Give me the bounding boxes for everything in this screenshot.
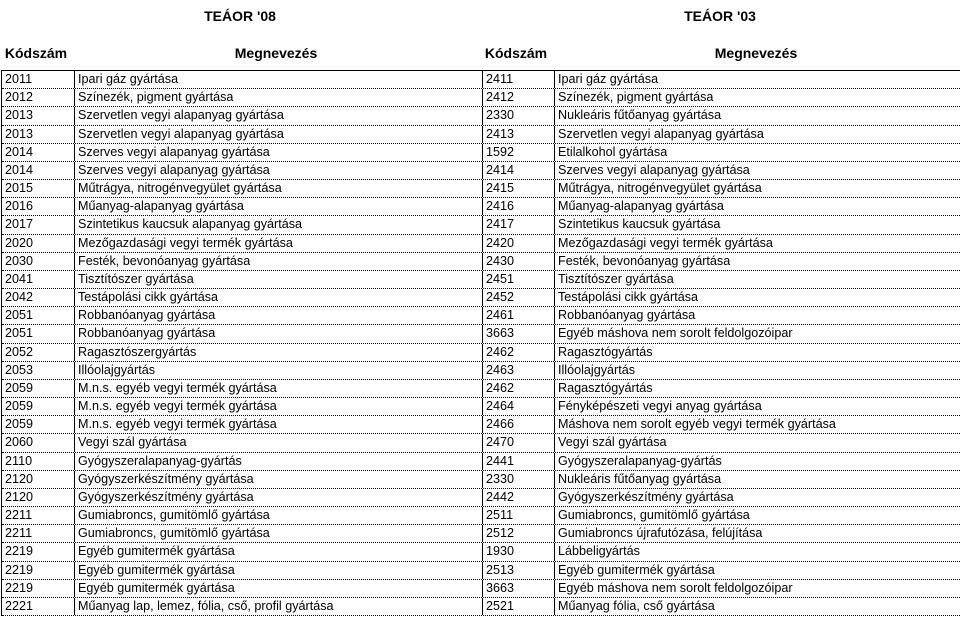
cell-code-03: 3663 [482, 580, 554, 597]
cell-name-03: Gumiabroncs, gumitömlő gyártása [554, 507, 960, 524]
cell-name-03: Színezék, pigment gyártása [554, 89, 960, 106]
cell-name-03: Illóolajgyártás [554, 362, 960, 379]
cell-code-08: 2020 [5, 235, 34, 250]
table-row [2, 453, 960, 471]
cell-code-08: 2211 [5, 508, 33, 523]
table-row [2, 198, 960, 216]
table-row [2, 543, 960, 561]
cell-name-03: Tisztítószer gyártása [554, 271, 960, 288]
cell-name-08: Szintetikus kaucsuk alapanyag gyártása [74, 216, 482, 233]
cell-code-03: 2430 [482, 253, 554, 270]
table-row [2, 126, 960, 144]
cell-code-03: 1592 [482, 144, 554, 161]
cell-name-03: Szervetlen vegyi alapanyag gyártása [554, 126, 960, 143]
cell-code-03: 2464 [482, 398, 554, 415]
cell-name-08: Szerves vegyi alapanyag gyártása [74, 162, 482, 179]
cell-name-08: Ipari gáz gyártása [74, 71, 482, 88]
table-row [2, 416, 960, 434]
cell-code-03: 2451 [482, 271, 554, 288]
table-row [2, 380, 960, 398]
cell-name-03: Szerves vegyi alapanyag gyártása [554, 162, 960, 179]
cell-name-03: Ragasztógyártás [554, 344, 960, 361]
cell-code-03: 2462 [482, 380, 554, 397]
table-row [2, 580, 960, 598]
cell-name-08: Mezőgazdasági vegyi termék gyártása [74, 235, 482, 252]
cell-code-03: 2462 [482, 344, 554, 361]
header-code-08: Kódszám [4, 45, 68, 61]
table-row [2, 362, 960, 380]
cell-name-08: M.n.s. egyéb vegyi termék gyártása [74, 398, 482, 415]
cell-code-08: 2041 [5, 271, 34, 286]
table-row [2, 89, 960, 107]
cell-code-08: 2014 [5, 162, 34, 177]
table-row [2, 471, 960, 489]
cell-name-08: Gumiabroncs, gumitömlő gyártása [74, 525, 482, 542]
cell-name-03: Robbanóanyag gyártása [554, 307, 960, 324]
cell-name-08: Gyógyszeralapanyag-gyártás [74, 453, 482, 470]
cell-code-03: 2415 [482, 180, 554, 197]
cell-name-08: Szervetlen vegyi alapanyag gyártása [74, 107, 482, 124]
cell-name-08: M.n.s. egyéb vegyi termék gyártása [74, 416, 482, 433]
cell-code-08: 2042 [5, 290, 34, 305]
cell-code-03: 2330 [482, 107, 554, 124]
cell-name-08: Testápolási cikk gyártása [74, 289, 482, 306]
cell-name-03: Műtrágya, nitrogénvegyület gyártása [554, 180, 960, 197]
cell-name-08: Robbanóanyag gyártása [74, 325, 482, 342]
cell-code-08: 2030 [5, 253, 34, 268]
cell-code-08: 2059 [5, 417, 34, 432]
table-row [2, 289, 960, 307]
cell-name-08: Gumiabroncs, gumitömlő gyártása [74, 507, 482, 524]
cell-name-08: Szerves vegyi alapanyag gyártása [74, 144, 482, 161]
cell-name-03: Egyéb máshova nem sorolt feldolgozóipar [554, 580, 960, 597]
cell-code-08: 2051 [5, 326, 34, 341]
cell-code-03: 2512 [482, 525, 554, 542]
cell-code-03: 2463 [482, 362, 554, 379]
cell-name-08: Műanyag lap, lemez, fólia, cső, profil gyártása [74, 598, 482, 615]
table-row [2, 235, 960, 253]
cell-code-08: 2221 [5, 598, 34, 613]
cell-name-08: Egyéb gumitermék gyártása [74, 580, 482, 597]
cell-name-08: Festék, bevonóanyag gyártása [74, 253, 482, 270]
cell-name-03: Festék, bevonóanyag gyártása [554, 253, 960, 270]
cell-code-03: 2511 [482, 507, 554, 524]
table-row [2, 144, 960, 162]
cell-name-03: Műanyag-alapanyag gyártása [554, 198, 960, 215]
cell-code-08: 2060 [5, 435, 34, 450]
table-row [2, 162, 960, 180]
cell-name-03: Mezőgazdasági vegyi termék gyártása [554, 235, 960, 252]
cell-name-03: Egyéb máshova nem sorolt feldolgozóipar [554, 325, 960, 342]
cell-code-08: 2013 [5, 126, 34, 141]
cell-code-08: 2012 [5, 90, 34, 105]
cell-code-03: 2411 [482, 71, 554, 88]
cell-name-03: Vegyi szál gyártása [554, 434, 960, 451]
cell-code-08: 2016 [5, 199, 34, 214]
cell-name-03: Etilalkohol gyártása [554, 144, 960, 161]
table-row [2, 434, 960, 452]
cell-name-03: Szintetikus kaucsuk gyártása [554, 216, 960, 233]
cell-code-08: 2219 [5, 562, 34, 577]
cell-code-03: 2466 [482, 416, 554, 433]
cell-code-08: 2053 [5, 362, 34, 377]
cell-name-08: Robbanóanyag gyártása [74, 307, 482, 324]
header-name-08: Megnevezés [234, 45, 318, 61]
table-row [2, 507, 960, 525]
cell-name-03: Nukleáris fűtőanyag gyártása [554, 471, 960, 488]
table-row [2, 271, 960, 289]
cell-code-03: 2442 [482, 489, 554, 506]
cell-name-08: M.n.s. egyéb vegyi termék gyártása [74, 380, 482, 397]
header-code-03: Kódszám [484, 45, 548, 61]
cell-code-03: 2417 [482, 216, 554, 233]
header-name-03: Megnevezés [714, 45, 798, 61]
cell-code-08: 2211 [5, 526, 33, 541]
cell-code-03: 2461 [482, 307, 554, 324]
cell-code-08: 2219 [5, 580, 34, 595]
cell-code-08: 2011 [5, 72, 33, 86]
cell-name-08: Műanyag-alapanyag gyártása [74, 198, 482, 215]
cell-name-08: Gyógyszerkészítmény gyártása [74, 489, 482, 506]
cell-code-08: 2219 [5, 544, 34, 559]
cell-code-03: 2452 [482, 289, 554, 306]
cell-name-03: Ipari gáz gyártása [554, 71, 960, 88]
cell-name-08: Ragasztószergyártás [74, 344, 482, 361]
cell-code-03: 2416 [482, 198, 554, 215]
cell-name-03: Fényképészeti vegyi anyag gyártása [554, 398, 960, 415]
table-row [2, 216, 960, 234]
cell-code-08: 2017 [5, 217, 34, 232]
header-group-teaor-03: TEÁOR '03 [684, 8, 756, 24]
cell-name-03: Gumiabroncs újrafutózása, felújítása [554, 525, 960, 542]
cell-code-03: 2330 [482, 471, 554, 488]
cell-code-03: 2441 [482, 453, 554, 470]
table-row [2, 398, 960, 416]
table-row [2, 107, 960, 125]
cell-name-08: Egyéb gumitermék gyártása [74, 543, 482, 560]
cell-name-08: Vegyi szál gyártása [74, 434, 482, 451]
cell-code-08: 2052 [5, 344, 34, 359]
table-row [2, 598, 960, 616]
table-row [2, 71, 960, 89]
table-row [2, 180, 960, 198]
table-row [2, 325, 960, 343]
cell-code-08: 2059 [5, 399, 34, 414]
cell-name-03: Lábbeligyártás [554, 543, 960, 560]
cell-name-03: Gyógyszeralapanyag-gyártás [554, 453, 960, 470]
table-row [2, 489, 960, 507]
cell-code-03: 1930 [482, 543, 554, 560]
table-row [2, 525, 960, 543]
table-body [1, 70, 960, 616]
cell-code-03: 2513 [482, 562, 554, 579]
table-row [2, 344, 960, 362]
cell-code-08: 2014 [5, 144, 34, 159]
cell-name-08: Tisztítószer gyártása [74, 271, 482, 288]
header-group-teaor-08: TEÁOR '08 [204, 8, 276, 24]
cell-name-08: Szervetlen vegyi alapanyag gyártása [74, 126, 482, 143]
table-row [2, 253, 960, 271]
cell-code-03: 2413 [482, 126, 554, 143]
cell-code-03: 3663 [482, 325, 554, 342]
cell-code-08: 2120 [5, 489, 34, 504]
cell-code-03: 2414 [482, 162, 554, 179]
cell-code-08: 2120 [5, 471, 34, 486]
cell-name-08: Színezék, pigment gyártása [74, 89, 482, 106]
cell-code-03: 2412 [482, 89, 554, 106]
cell-name-03: Testápolási cikk gyártása [554, 289, 960, 306]
cell-name-03: Ragasztógyártás [554, 380, 960, 397]
cell-code-08: 2015 [5, 181, 34, 196]
cell-code-03: 2470 [482, 434, 554, 451]
table-header [0, 0, 960, 77]
cell-code-03: 2420 [482, 235, 554, 252]
cell-name-03: Műanyag fólia, cső gyártása [554, 598, 960, 615]
cell-name-03: Egyéb gumitermék gyártása [554, 562, 960, 579]
cell-code-08: 2013 [5, 108, 34, 123]
cell-code-08: 2110 [5, 453, 33, 468]
cell-name-03: Máshova nem sorolt egyéb vegyi termék gyártása [554, 416, 960, 433]
cell-name-08: Illóolajgyártás [74, 362, 482, 379]
cell-code-08: 2059 [5, 380, 34, 395]
table-row [2, 562, 960, 580]
table-row [2, 307, 960, 325]
cell-name-08: Műtrágya, nitrogénvegyület gyártása [74, 180, 482, 197]
cell-name-03: Nukleáris fűtőanyag gyártása [554, 107, 960, 124]
cell-name-03: Gyógyszerkészítmény gyártása [554, 489, 960, 506]
cell-code-08: 2051 [5, 308, 34, 323]
cell-code-03: 2521 [482, 598, 554, 615]
cell-name-08: Egyéb gumitermék gyártása [74, 562, 482, 579]
cell-name-08: Gyógyszerkészítmény gyártása [74, 471, 482, 488]
